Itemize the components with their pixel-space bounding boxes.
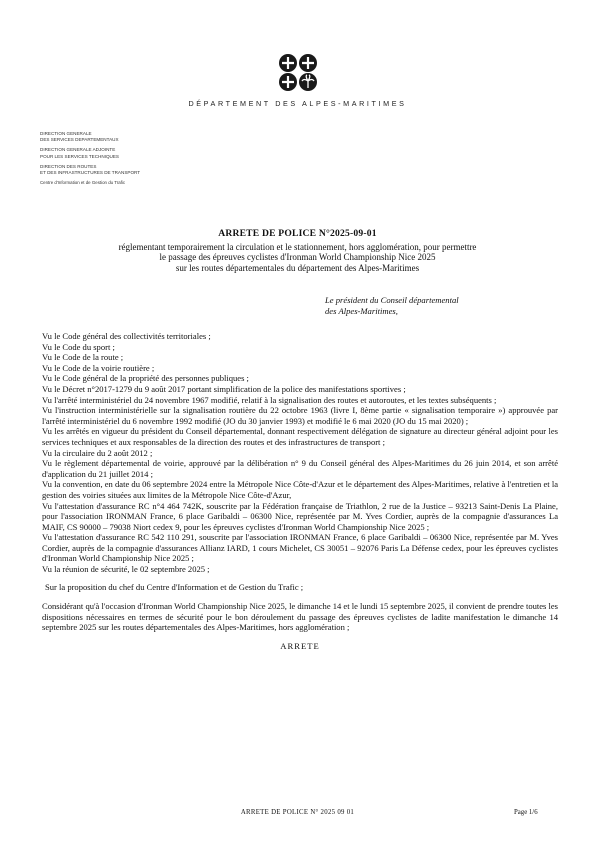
direction-group xyxy=(40,164,280,176)
footer-page-number: Page 1/6 xyxy=(514,809,538,816)
direction-line: DIRECTION DES ROUTES xyxy=(40,163,97,169)
department-logo-icon xyxy=(273,52,323,94)
direction-line: POUR LES SERVICES TECHNIQUES xyxy=(40,153,119,159)
considerant-paragraph: Considérant qu'à l'occasion d'Ironman World Championship Nice 2025, le dimanche 14 et le lundi 15 septembre 2025, il convient de prendre toutes les dispositions nécessaires en termes de sécurité pour le bon déroulement du passage des épreuves cyclistes de ladite manifestation le dimanche 14 septembre 2025 sur les routes départementales des Alpes-Maritimes, hors agglomération ; xyxy=(42,601,558,633)
direction-line: DES SERVICES DEPARTEMENTAUX xyxy=(40,137,119,143)
vu-paragraph: Vu le Code de la voirie routière ; xyxy=(42,362,155,373)
direction-line: DIRECTION GENERALE xyxy=(40,131,92,136)
document-body xyxy=(42,331,558,652)
president-line: Le président du Conseil départemental xyxy=(325,295,459,305)
vu-paragraph: Vu le Code général de la propriété des personnes publiques ; xyxy=(42,373,249,384)
title-block xyxy=(0,228,595,273)
document-subtitle-line: sur les routes départementales du département des Alpes-Maritimes xyxy=(175,262,420,273)
vu-paragraph: Vu la convention, en date du 06 septembre 2024 entre la Métropole Nice Côte-d'Azur et le département des Alpes-Maritimes, relative à l'entretien et la gestion des voiries situées aux limites de la Métropole Nice Côte-d'Azur, xyxy=(42,479,558,500)
direction-line: ET DES INFRASTRUCTURES DE TRANSPORT xyxy=(40,170,141,176)
vu-paragraph: Vu l'attestation d'assurance RC 542 110 291, souscrite par l'association IRONMAN France, 6 place Garibaldi – 06300 Nice, représentée par M. Yves Cordier, auprès de la compagnie d'assurances Allianz IARD, 1 cours Michelet, CS 30051 – 92076 Paris La Défense cedex, pour les épreuves cyclistes d'Ironman World Championship Nice 2025 ; xyxy=(42,532,558,564)
direction-group xyxy=(40,180,280,186)
vu-paragraph: Vu le Code de la route ; xyxy=(42,352,124,363)
arrete-heading: ARRETE xyxy=(280,641,320,652)
direction-line: DIRECTION GENERALE ADJOINTE xyxy=(40,147,116,153)
president-block xyxy=(325,295,555,317)
directions-block xyxy=(40,131,280,190)
vu-paragraph: Vu l'attestation d'assurance RC n°4 464 742K, souscrite par la Fédération française de Triathlon, 2 rue de la Justice – 93213 Saint-Denis La Plaine, pour l'association IRONMAN France, 6 place Garibaldi – 06300 Nice, représentée par M. Yves Cordier, auprès de la compagnie d'assurances La MAIF, CS 90000 – 79038 Niort cedex 9, pour les épreuves cyclistes d'Ironman World Championship Nice 2025 ; xyxy=(42,500,558,532)
direction-group xyxy=(40,147,280,159)
document-title: ARRETE DE POLICE N°2025-09-01 xyxy=(218,228,377,239)
direction-line: Centre d'Information et de Gestion du Trafic xyxy=(40,180,126,186)
document-subtitle-line: le passage des épreuves cyclistes d'Ironman World Championship Nice 2025 xyxy=(159,252,436,263)
vu-paragraph: Vu l'arrêté interministériel du 24 novembre 1967 modifié, relatif à la signalisation des routes et autoroutes, et les textes subséquents ; xyxy=(42,394,497,405)
proposition-paragraph: Sur la proposition du chef du Centre d'Information et de Gestion du Trafic ; xyxy=(45,581,304,592)
vu-paragraph: Vu le Code du sport ; xyxy=(42,341,115,352)
vu-paragraph: Vu la réunion de sécurité, le 02 septembre 2025 ; xyxy=(42,564,210,575)
vu-paragraph: Vu la circulaire du 2 août 2012 ; xyxy=(42,447,153,458)
vu-paragraph: Vu l'instruction interministérielle sur la signalisation routière du 22 octobre 1963 (livre I, 8ème partie « signalisation temporaire ») approuvée par l'arrêté interministériel du 6 novembre 1992 modifié (JO du 30 janvier 1993) et modifié le 6 mai 2020 (JO du 15 mai 2020) ; xyxy=(42,405,558,426)
vu-paragraph: Vu les arrêtés en vigueur du président du Conseil départemental, donnant respectivement délégation de signature au directeur général adjoint pour les services techniques et aux responsables de la direction des routes et des infrastructures de transport ; xyxy=(42,426,558,447)
document-subtitle-line: réglementant temporairement la circulation et le stationnement, hors agglomération, pour permettre xyxy=(118,242,477,252)
president-line: des Alpes-Maritimes, xyxy=(325,306,398,316)
footer-title: ARRETE DE POLICE N° 2025 09 01 xyxy=(240,809,355,816)
vu-paragraph: Vu le règlement départemental de voirie, approuvé par la délibération n° 9 du Conseil général des Alpes-Maritimes du 26 juin 2014, et son arrêté d'application du 21 juillet 2014 ; xyxy=(42,458,558,479)
vu-paragraph: Vu le Code général des collectivités territoriales ; xyxy=(42,331,211,341)
department-name: DÉPARTEMENT DES ALPES-MARITIMES xyxy=(188,99,407,108)
direction-group xyxy=(40,131,280,143)
vu-paragraph: Vu le Décret n°2017-1279 du 9 août 2017 portant simplification de la police des manifestations sportives ; xyxy=(42,383,406,394)
